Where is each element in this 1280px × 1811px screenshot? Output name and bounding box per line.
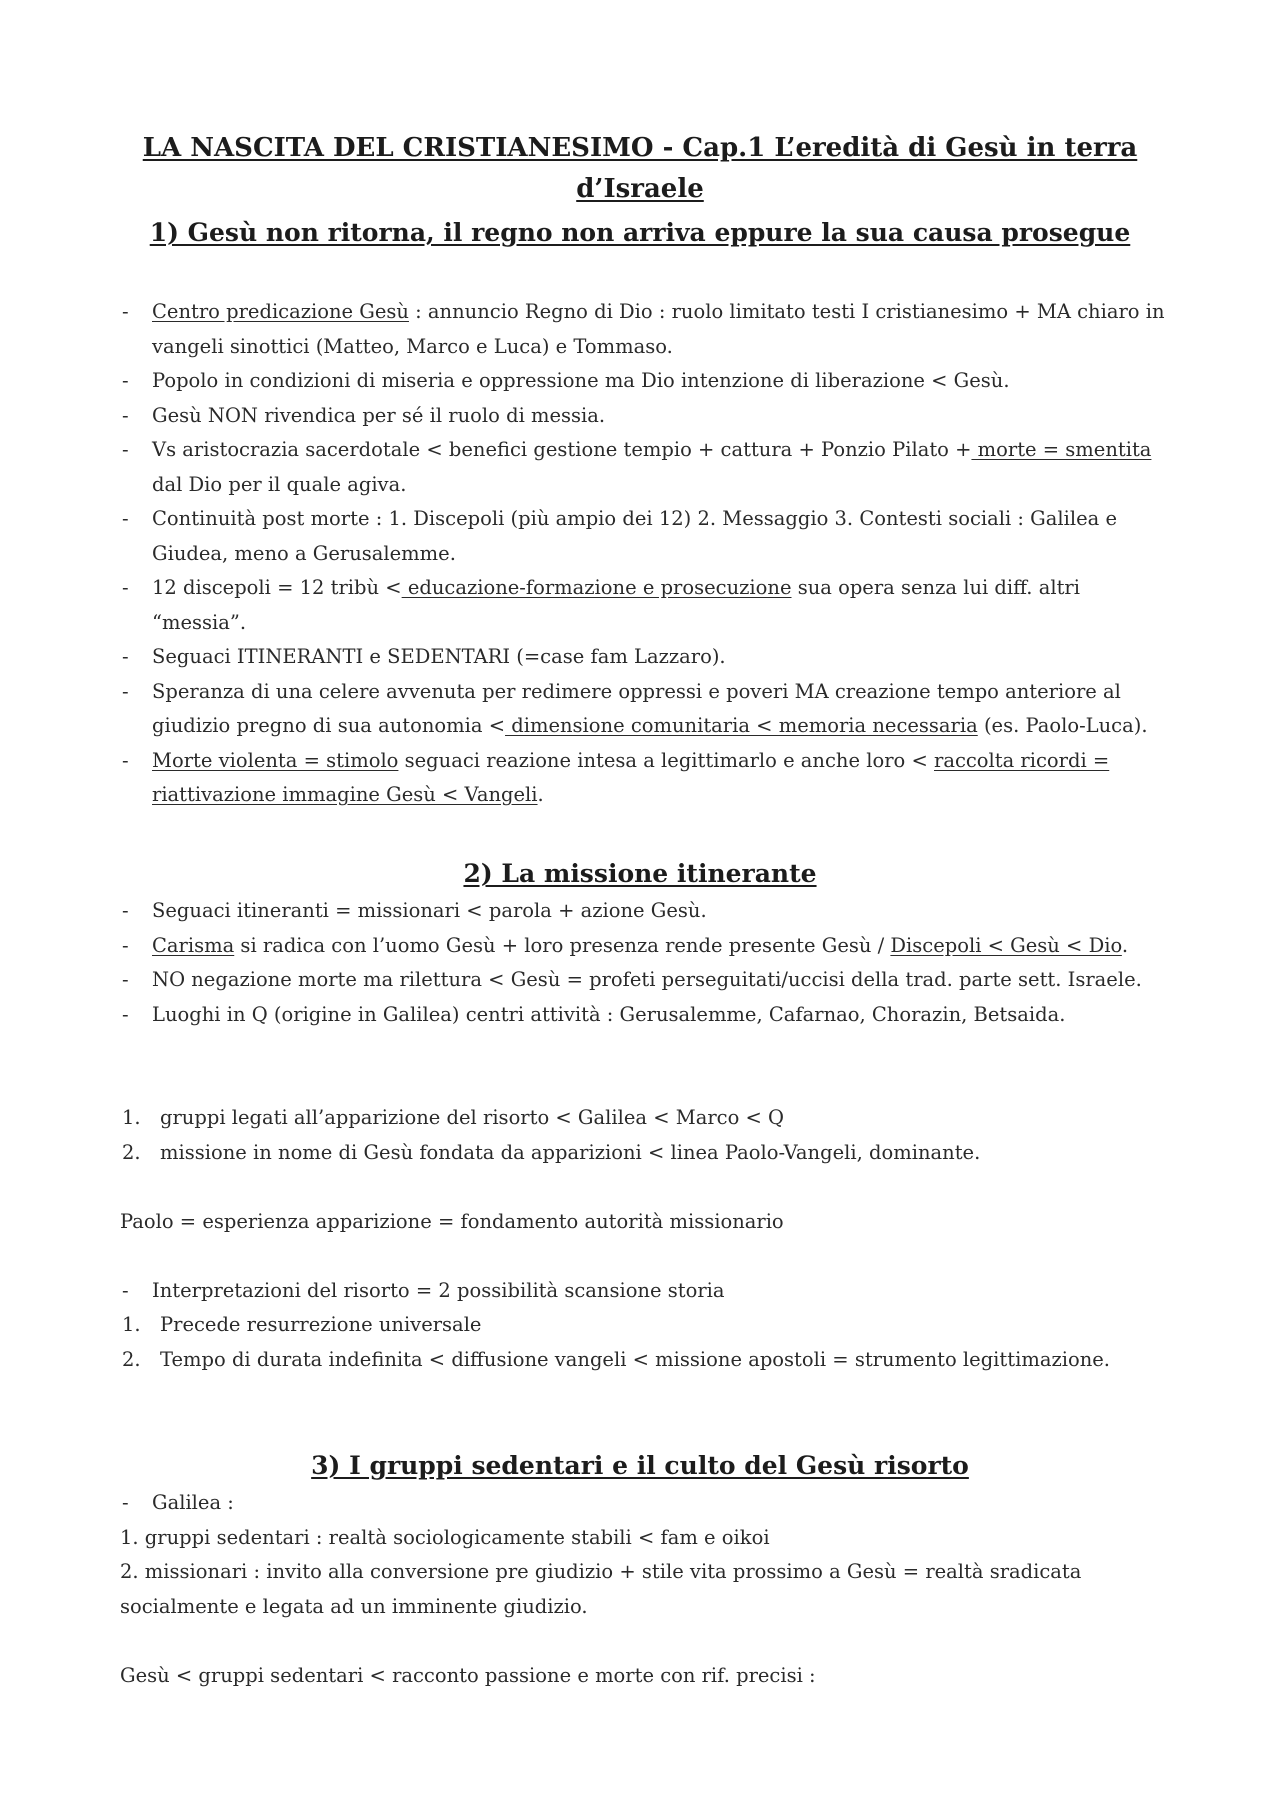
- section-1-heading: 1) Gesù non ritorna, il regno non arriva eppure la sua causa prosegue: [149, 218, 1131, 247]
- list-item: 1. gruppi legati all’apparizione del risorto < Galilea < Marco < Q: [122, 1106, 785, 1129]
- title-line-2: d’Israele: [576, 174, 704, 204]
- paragraph: 2. missionari : invito alla conversione pre giudizio + stile vita prossimo a Gesù = realtà sradicata socialmente e legata ad un imminente giudizio.: [120, 1560, 1082, 1618]
- list-item: - Gesù NON rivendica per sé il ruolo di messia.: [122, 403, 606, 427]
- list-item: - Seguaci ITINERANTI e SEDENTARI (=case fam Lazzaro).: [122, 645, 726, 668]
- list-item: - 12 discepoli = 12 tribù < educazione-formazione e prosecuzione sua opera senza lui diff. altri “messia”.: [122, 576, 1080, 634]
- list-item: 1. Precede resurrezione universale: [122, 1313, 482, 1336]
- section-2-list-b: [120, 1274, 1180, 1309]
- list-item: - Morte violenta = stimolo seguaci reazione intesa a legittimarlo e anche loro < raccolta ricordi = riattivazione immagine Gesù < Vangeli.: [122, 748, 1110, 806]
- document-title: [0, 128, 1280, 210]
- list-item: - Continuità post morte : 1. Discepoli (più ampio dei 12) 2. Messaggio 3. Contesti sociali : Galilea e Giudea, meno a Gerusalemme.: [122, 507, 1117, 565]
- paragraph: 1. gruppi sedentari : realtà sociologicamente stabili < fam e oikoi: [120, 1526, 770, 1549]
- title-line-1: LA NASCITA DEL CRISTIANESIMO - Cap.1 L’eredità di Gesù in terra: [142, 133, 1138, 163]
- section-1-list: [120, 295, 1180, 813]
- list-item: - Carisma si radica con l’uomo Gesù + loro presenza rende presente Gesù / Discepoli < Gesù < Dio.: [122, 933, 1129, 957]
- list-item: - Galilea :: [122, 1491, 234, 1514]
- section-2-heading: 2) La missione itinerante: [463, 859, 817, 888]
- list-item: - Vs aristocrazia sacerdotale < benefici gestione tempio + cattura + Ponzio Pilato + morte = smentita dal Dio per il quale agiva.: [122, 438, 1152, 496]
- section-3-list: [120, 1486, 1180, 1521]
- paragraph: Gesù < gruppi sedentari < racconto passione e morte con rif. precisi :: [120, 1664, 816, 1687]
- section-2-numbered-list: [120, 1101, 1180, 1170]
- list-item: 2. missione in nome di Gesù fondata da apparizioni < linea Paolo-Vangeli, dominante.: [122, 1140, 981, 1164]
- section-2-list: [120, 894, 1180, 1032]
- section-3-heading: 3) I gruppi sedentari e il culto del Gesù risorto: [311, 1451, 969, 1480]
- list-item: - Speranza di una celere avvenuta per redimere oppressi e poveri MA creazione tempo anteriore al giudizio pregno di sua autonomia < dimensione comunitaria < memoria necessaria (es. Paolo-Luca).: [122, 679, 1148, 737]
- list-item: 2. Tempo di durata indefinita < diffusione vangeli < missione apostoli = strumento legittimazione.: [122, 1347, 1110, 1371]
- list-item: - Interpretazioni del risorto = 2 possibilità scansione storia: [122, 1279, 725, 1302]
- list-item: - NO negazione morte ma rilettura < Gesù = profeti perseguitati/uccisi della trad. parte sett. Israele.: [122, 968, 1142, 991]
- list-item: - Centro predicazione Gesù : annuncio Regno di Dio : ruolo limitato testi I cristianesimo + MA chiaro in vangeli sinottici (Matteo, Marco e Luca) e Tommaso.: [122, 300, 1165, 358]
- paragraph: Paolo = esperienza apparizione = fondamento autorità missionario: [120, 1210, 784, 1233]
- section-2-numbered-list-b: [120, 1308, 1180, 1377]
- list-item: - Seguaci itineranti = missionari < parola + azione Gesù.: [122, 899, 707, 922]
- list-item: - Popolo in condizioni di miseria e oppressione ma Dio intenzione di liberazione < Gesù.: [122, 369, 1010, 392]
- list-item: - Luoghi in Q (origine in Galilea) centri attività : Gerusalemme, Cafarnao, Chorazin, Betsaida.: [122, 1002, 1066, 1026]
